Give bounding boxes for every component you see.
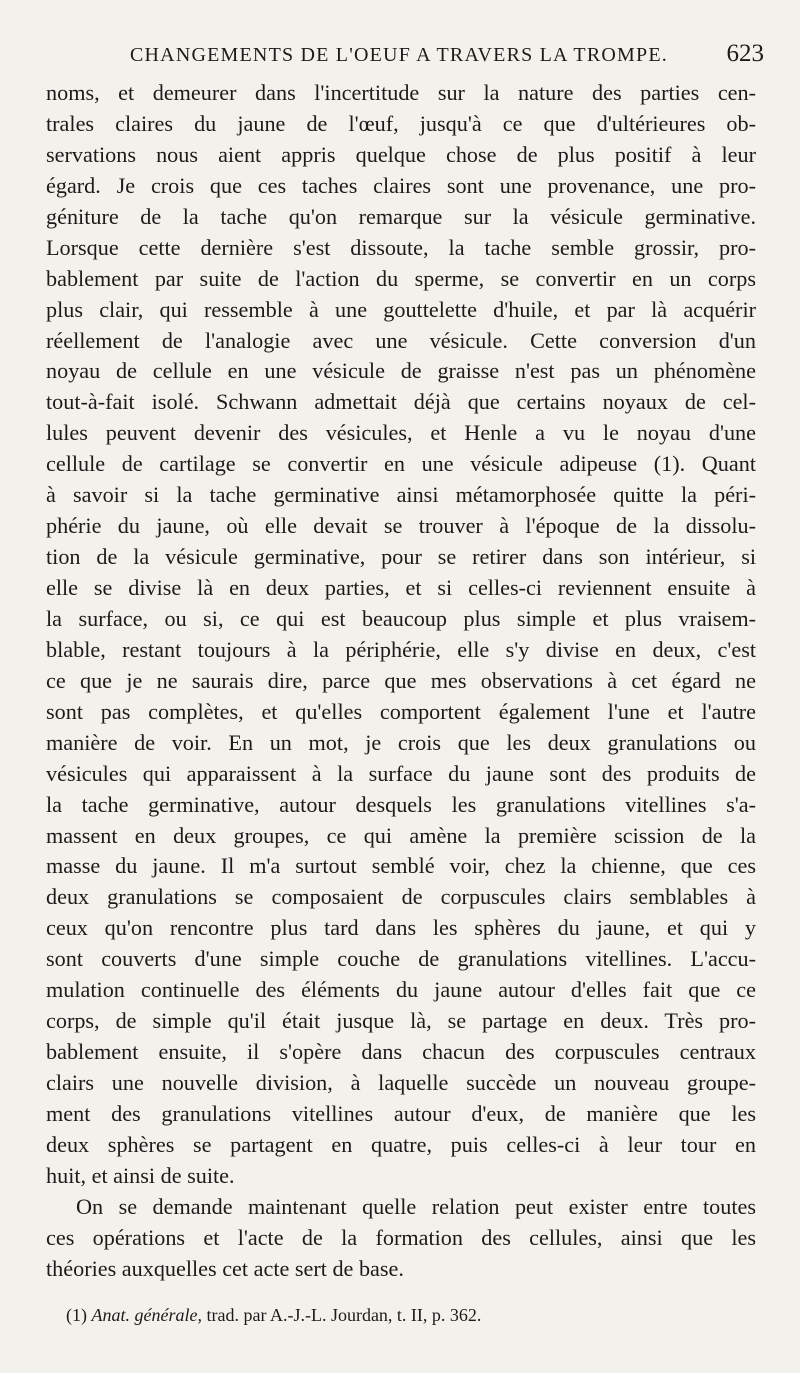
text-line: manière de voir. En un mot, je crois que les deux granulations ou (46, 729, 756, 755)
text-line: la surface, ou si, ce qui est beaucoup plus simple et plus vraisem- (46, 605, 756, 631)
text-line: sont couverts d'une simple couche de granulations vitellines. L'accu- (46, 946, 756, 972)
text-line: huit, et ainsi de suite. (46, 1162, 235, 1188)
text-line: sont pas complètes, et qu'elles comportent également l'une et l'autre (46, 698, 756, 724)
text-line: mulation continuelle des éléments du jaune autour d'elles fait que ce (46, 977, 756, 1003)
text-line: blable, restant toujours à la périphérie, elle s'y divise en deux, c'est (46, 636, 756, 662)
text-line: Lorsque cette dernière s'est dissoute, la tache semble grossir, pro- (46, 234, 756, 260)
text-line: à savoir si la tache germinative ainsi métamorphosée quitte la péri- (46, 482, 756, 508)
text-line: tion de la vésicule germinative, pour se retirer dans son intérieur, si (46, 544, 756, 570)
text-line: lules peuvent devenir des vésicules, et Henle a vu le noyau d'une (46, 420, 756, 446)
footnote-marker: (1) (66, 1305, 87, 1325)
text-line: ces opérations et l'acte de la formation des cellules, ainsi que les (46, 1224, 756, 1250)
text-line: géniture de la tache qu'on remarque sur la vésicule germinative. (46, 203, 756, 229)
text-line: noms, et demeurer dans l'incertitude sur la nature des parties cen- (46, 80, 756, 105)
text-line: ceux qu'on rencontre plus tard dans les sphères du jaune, et qui y (46, 915, 756, 941)
text-line: théories auxquelles cet acte sert de base. (46, 1255, 404, 1281)
text-line: On se demande maintenant quelle relation peut exister entre toutes (76, 1193, 756, 1219)
body-text (46, 78, 756, 1285)
text-line: corps, de simple qu'il était jusque là, se partage en deux. Très pro- (46, 1008, 756, 1034)
text-line: masse du jaune. Il m'a surtout semblé voir, chez la chienne, que ces (46, 853, 756, 879)
text-line: bablement par suite de l'action du sperme, se convertir en un corps (46, 265, 756, 291)
text-line: noyau de cellule en une vésicule de graisse n'est pas un phénomène (46, 358, 756, 384)
running-head (46, 40, 774, 74)
text-line: égard. Je crois que ces taches claires sont une provenance, une pro- (46, 172, 756, 198)
footnote-reference: trad. par A.-J.-L. Jourdan, t. II, p. 362. (206, 1305, 482, 1325)
text-line: vésicules qui apparaissent à la surface du jaune sont des produits de (46, 760, 756, 786)
footnote (66, 1305, 481, 1326)
text-line: elle se divise là en deux parties, et si celles-ci reviennent ensuite à (46, 575, 756, 600)
page-number: 623 (726, 40, 764, 67)
text-line: deux granulations se composaient de corpuscules clairs semblables à (46, 884, 756, 910)
text-line: ce que je ne saurais dire, parce que mes observations à cet égard ne (46, 667, 756, 693)
text-line: ment des granulations vitellines autour d'eux, de manière que les (46, 1100, 756, 1126)
running-title: CHANGEMENTS DE L'OEUF A TRAVERS LA TROMPE. (130, 44, 668, 66)
footnote-work-title: Anat. générale, (91, 1305, 202, 1325)
text-line: deux sphères se partagent en quatre, puis celles-ci à leur tour en (46, 1131, 756, 1157)
text-line: trales claires du jaune de l'œuf, jusqu'à ce que d'ultérieures ob- (46, 110, 756, 136)
text-line: tout-à-fait isolé. Schwann admettait déjà que certains noyaux de cel- (46, 389, 756, 415)
text-line: phérie du jaune, où elle devait se trouver à l'époque de la dissolu- (46, 513, 756, 539)
text-line: cellule de cartilage se convertir en une vésicule adipeuse (1). Quant (46, 451, 756, 477)
text-line: plus clair, qui ressemble à une gouttelette d'huile, et par là acquérir (46, 296, 756, 322)
text-line: réellement de l'analogie avec une vésicule. Cette conversion d'un (46, 327, 756, 353)
text-line: la tache germinative, autour desquels les granulations vitellines s'a- (46, 791, 756, 817)
text-line: bablement ensuite, il s'opère dans chacun des corpuscules centraux (46, 1039, 756, 1065)
text-line: massent en deux groupes, ce qui amène la première scission de la (46, 822, 756, 848)
text-line: clairs une nouvelle division, à laquelle succède un nouveau groupe- (46, 1070, 756, 1095)
text-line: servations nous aient appris quelque chose de plus positif à leur (46, 141, 756, 167)
